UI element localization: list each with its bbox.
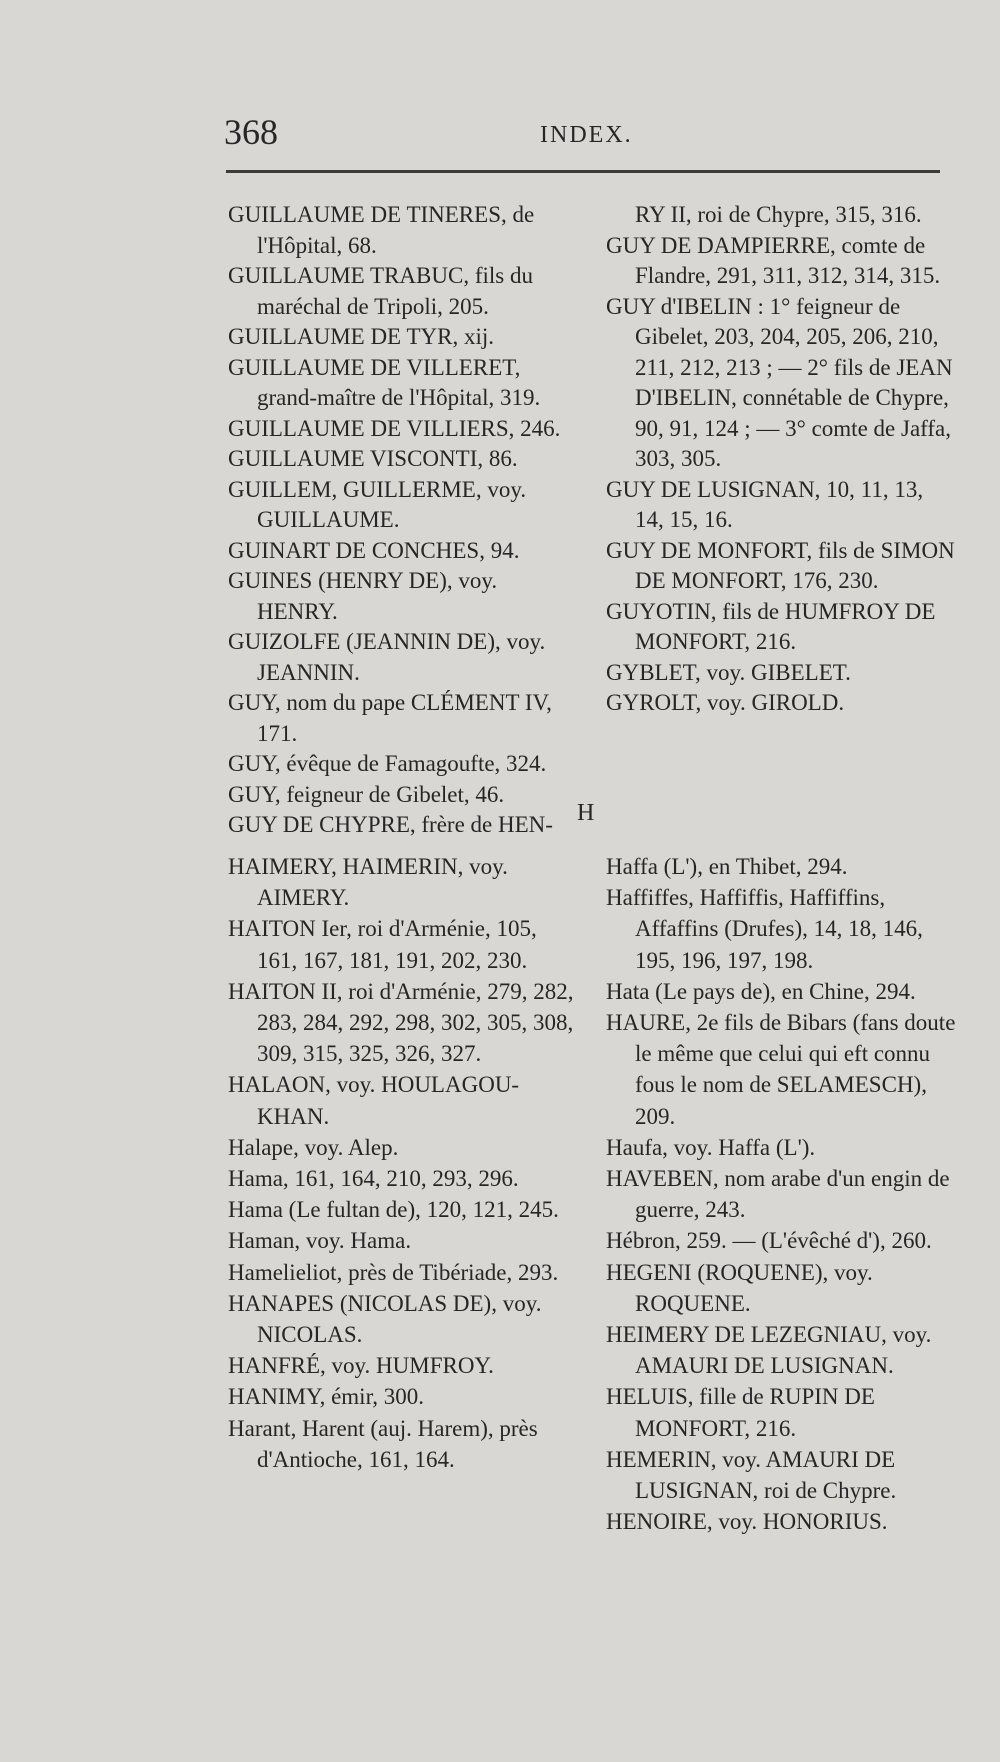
index-entry: GUY DE MONFORT, fils de SIMON DE MONFORT, 176, 230. [606,537,955,593]
index-entry: Haffa (L'), en Thibet, 294. [606,854,848,879]
index-entry-continuation: RY II, roi de Chypre, 315, 316. [635,202,922,227]
index-entry: GYROLT, voy. GIROLD. [606,690,845,715]
index-entry: GUIZOLFE (JEANNIN DE), voy. JEANNIN. [228,629,546,685]
index-entry: Haufa, voy. Haffa (L'). [606,1134,816,1160]
index-entry: GUY d'IBELIN : 1° feigneur de Gibelet, 203, 204, 205, 206, 210, 211, 212, 213 ; — 2° fils de JEAN D'IBELIN, connétable de Chypre, 90, 91, 124 ; — 3° comte de Jaffa, 303, 305. [606,293,953,471]
page-header [224,112,942,162]
index-entry: HAIMERY, HAIMERIN, voy. AIMERY. [228,854,508,911]
index-entry: Harant, Harent (auj. Harem), près d'Antioche, 161, 164. [228,1415,538,1472]
index-entry: HAURE, 2e fils de Bibars (fans doute le même que celui qui eft connu fous le nom de SELAMESCH), 209. [606,1010,956,1129]
index-entry: GUY, nom du pape CLÉMENT IV, 171. [228,690,552,746]
index-entry: HEMERIN, voy. AMAURI DE LUSIGNAN, roi de Chypre. [606,1446,897,1504]
index-entry: GUILLEM, GUILLERME, voy. GUILLAUME. [228,476,527,532]
index-entry: HAVEBEN, nom arabe d'un engin de guerre, 243. [606,1166,950,1223]
index-entry: HANAPES (NICOLAS DE), voy. NICOLAS. [228,1290,542,1348]
index-entry: GUINART DE CONCHES, 94. [228,537,520,563]
index-column-h-left [228,851,578,1475]
section-letter: H [577,800,595,826]
index-entry: HEGENI (ROQUENE), voy. ROQUENE. [606,1259,873,1316]
index-entry: HANIMY, émir, 300. [228,1384,425,1410]
index-entry: Haffiffes, Haffiffis, Haffiffins, Affaffins (Drufes), 14, 18, 146, 195, 196, 197, 198. [606,885,923,973]
index-entry: HALAON, voy. HOULAGOU-KHAN. [228,1072,520,1129]
header-rule [226,170,940,173]
index-entry: Hata (Le pays de), en Chine, 294. [606,978,916,1004]
index-entry: GUYOTIN, fils de HUMFROY DE MONFORT, 216. [606,598,936,654]
index-column-g-left [228,200,578,841]
index-column-g-right [606,200,956,719]
index-entry: HAITON II, roi d'Arménie, 279, 282, 283, 284, 292, 298, 302, 305, 308, 309, 315, 325, 326, 327. [228,978,574,1067]
index-entry: HELUIS, fille de RUPIN DE MONFORT, 216. [606,1384,875,1441]
running-head: INDEX. [540,122,633,148]
index-entry: HEIMERY DE LEZEGNIAU, voy. AMAURI DE LUSIGNAN. [606,1322,932,1379]
index-entry: GUILLAUME DE TINERES, de l'Hôpital, 68. [228,202,535,258]
index-entry: GUY DE DAMPIERRE, comte de Flandre, 291, 311, 312, 314, 315. [606,232,941,288]
index-column-h-right [606,851,956,1537]
index-entry: HANFRÉ, voy. HUMFROY. [228,1353,494,1379]
index-entry: GUY, feigneur de Gibelet, 46. [228,781,505,807]
index-entry: Halape, voy. Alep. [228,1134,399,1160]
index-entry: Hama, 161, 164, 210, 293, 296. [228,1166,519,1192]
index-entry: Haman, voy. Hama. [228,1228,412,1254]
index-entry: HAITON Ier, roi d'Arménie, 105, 161, 167, 181, 191, 202, 230. [228,916,537,973]
index-entry: HENOIRE, voy. HONORIUS. [606,1509,888,1535]
index-entry: GUILLAUME DE VILLERET, grand-maître de l'Hôpital, 319. [228,354,541,410]
index-entry: GUILLAUME VISCONTI, 86. [228,446,518,471]
index-entry: GUY DE CHYPRE, frère de HEN- [228,812,553,837]
index-entry: GYBLET, voy. GIBELET. [606,659,851,685]
index-entry: GUILLAUME DE VILLIERS, 246. [228,415,561,441]
index-entry: Hamelieliot, près de Tibériade, 293. [228,1259,559,1285]
index-entry: GUY, évêque de Famagoufte, 324. [228,751,547,776]
index-entry: GUILLAUME DE TYR, xij. [228,324,494,349]
index-entry: GUILLAUME TRABUC, fils du maréchal de Tripoli, 205. [228,263,533,319]
index-entry: Hébron, 259. — (L'évêché d'), 260. [606,1228,932,1254]
page-number: 368 [224,112,278,152]
index-entry: GUY DE LUSIGNAN, 10, 11, 13, 14, 15, 16. [606,476,924,532]
index-entry: Hama (Le fultan de), 120, 121, 245. [228,1197,559,1223]
index-entry: GUINES (HENRY DE), voy. HENRY. [228,568,498,624]
